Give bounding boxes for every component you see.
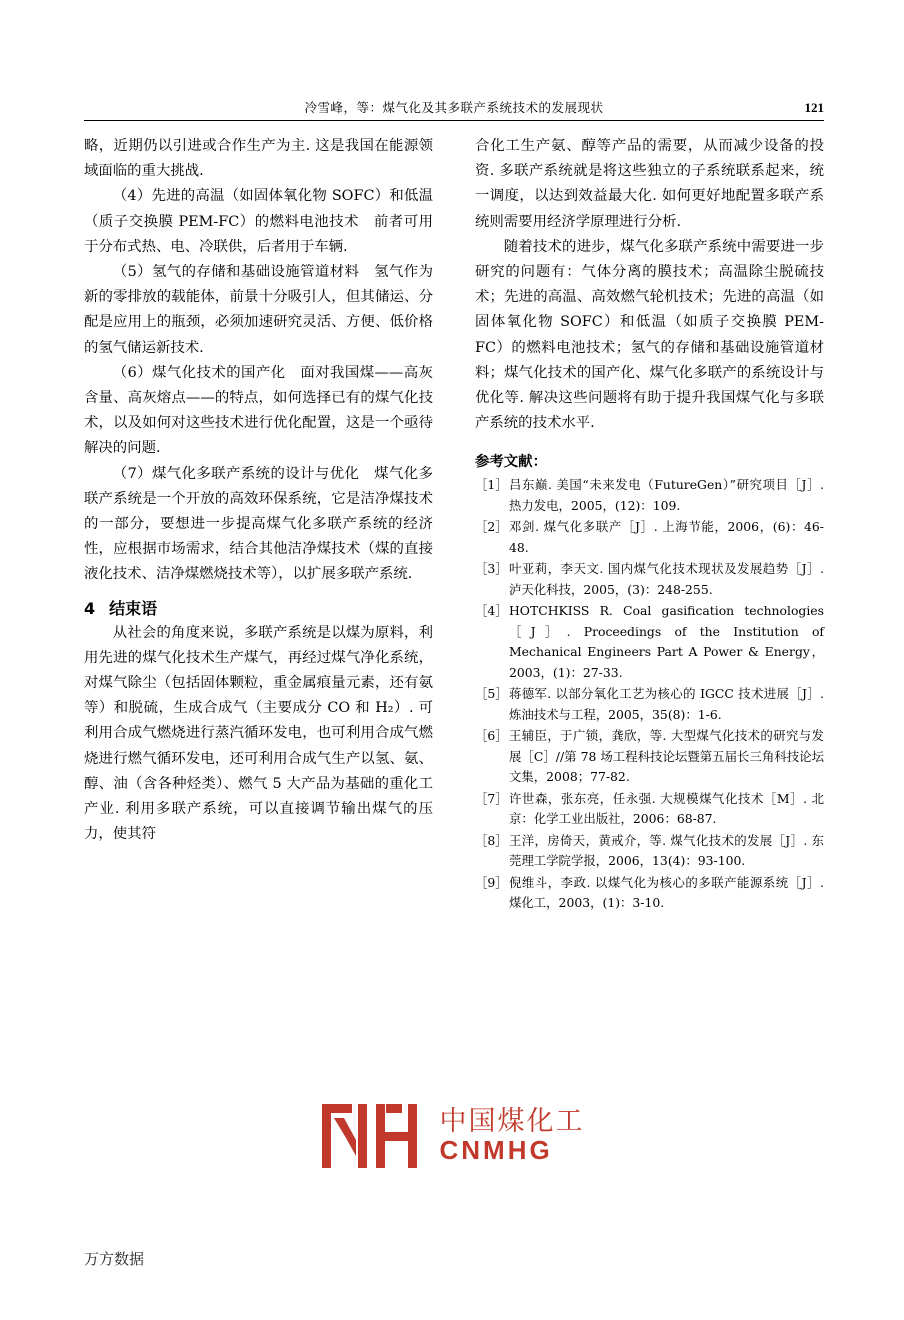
watermark-wanfang: 万方数据: [84, 1250, 145, 1268]
paragraph: 从社会的角度来说，多联产系统是以煤为原料，利用先进的煤气化技术生产煤气，再经过煤气净化系统，对煤气除尘（包括固体颗粒，重金属痕量元素，还有氨等）和脱硫，生成合成气（主要成分 CO 和 H₂）. 可利用合成气燃烧进行蒸汽循环发电，也可利用合成气燃烧进行燃气循环发电，还可利用合成气生产以氢、氨、醇、油（含各种烃类）、燃气 5 大产品为基础的重化工产业. 利用多联产系统，可以直接调节输出煤气的压力，使其符: [84, 624, 433, 843]
section-title: 结束语: [109, 598, 158, 618]
reference-number: ［5］: [475, 686, 508, 702]
left-column: [84, 134, 433, 915]
logo-chinese-text: 中国煤化工: [439, 1106, 585, 1138]
right-column: [475, 134, 824, 915]
header-divider: [84, 120, 824, 121]
reference-item: [475, 601, 824, 683]
reference-number: ［9］: [475, 874, 508, 890]
paragraph: 略，近期仍以引进或合作生产为主. 这是我国在能源领域面临的重大挑战.: [84, 138, 433, 180]
reference-item: [475, 726, 824, 788]
page-header: [84, 98, 824, 116]
reference-text: 王辅臣，于广锁，龚欣，等. 大型煤气化技术的研究与发展［C］//第 78 场工程科技论坛暨第五届长三角科技论坛文集，2008；77-82.: [509, 728, 824, 785]
section-number: 4: [84, 598, 96, 618]
reference-text: 许世森，张东亮，任永强. 大规模煤气化技术［M］. 北京：化学工业出版社，2006：68-87.: [509, 790, 824, 827]
paragraph: 随着技术的进步，煤气化多联产系统中需要进一步研究的问题有：气体分离的膜技术；高温除尘脱硫技术；先进的高温、高效燃气轮机技术；先进的高温（如固体氧化物 SOFC）和低温（如质子交换膜 PEM-FC）的燃料电池技术；氢气的存储和基础设施管道材料；煤气化技术的国产化、煤气化多联产的系统设计与优化等. 解决这些问题将有助于提升我国煤气化与多联产系统的技术水平.: [475, 238, 824, 432]
reference-number: ［4］: [475, 603, 508, 619]
reference-text: HOTCHKISS R. Coal gasification technologies［J］. Proceedings of the Institution of Mechanical Engineers Part A Power & Energy，2003，(1)：27-33.: [509, 603, 824, 680]
reference-number: ［6］: [475, 728, 508, 744]
paragraph: （4）先进的高温（如固体氧化物 SOFC）和低温（质子交换膜 PEM-FC）的燃料电池技术 前者可用于分布式热、电、冷联供，后者用于车辆.: [84, 188, 433, 255]
reference-item: [475, 684, 824, 725]
reference-item: [475, 873, 824, 914]
reference-text: 王洋，房倚天，黄戒介，等. 煤气化技术的发展［J］. 东莞理工学院学报，2006，13(4)：93-100.: [509, 832, 824, 869]
reference-item: [475, 517, 824, 558]
logo-english-text: CNMHG: [439, 1134, 553, 1165]
paragraph: （5）氢气的存储和基础设施管道材料 氢气作为新的零排放的载能体，前景十分吸引人，但其储运、分配是应用上的瓶颈，必须加速研究灵活、方便、低价格的氢气储运新技术.: [84, 264, 433, 356]
reference-text: 邓剑. 煤气化多联产［J］. 上海节能，2006，(6)：46-48.: [509, 519, 824, 555]
reference-text: 叶亚莉，李天文. 国内煤气化技术现状及发展趋势［J］. 泸天化科技，2005，(3)：248-255.: [509, 561, 824, 597]
reference-text: 倪维斗，李政. 以煤气化为核心的多联产能源系统［J］. 煤化工，2003，(1)：3-10.: [509, 874, 824, 911]
cnmhg-logo-icon: [320, 1100, 426, 1172]
references-heading: 参考文献：: [475, 454, 547, 471]
page-number: 121: [804, 100, 824, 115]
reference-item: [475, 789, 824, 830]
reference-item: [475, 559, 824, 600]
paragraph: （7）煤气化多联产系统的设计与优化 煤气化多联产系统是一个开放的高效环保系统，它是洁净煤技术的一部分，要想进一步提高煤气化多联产系统的经济性，应根据市场需求，结合其他洁净煤技术（煤的直接液化技术、洁净煤燃烧技术等），以扩展多联产系统.: [84, 465, 433, 583]
section-heading: [84, 596, 433, 619]
reference-number: ［8］: [475, 832, 508, 848]
reference-number: ［1］: [475, 477, 508, 493]
reference-number: ［2］: [475, 519, 508, 535]
reference-number: ［3］: [475, 561, 508, 577]
reference-item: [475, 475, 824, 516]
reference-text: 吕东巅. 美国“未来发电（FutureGen）”研究项目［J］. 热力发电，2005，(12)：109.: [509, 477, 824, 513]
reference-item: [475, 831, 824, 872]
reference-number: ［7］: [475, 790, 508, 806]
paragraph: 合化工生产氨、醇等产品的需要，从而减少设备的投资. 多联产系统就是将这些独立的子系统联系起来，统一调度，以达到效益最大化. 如何更好地配置多联产系统则需要用经济学原理进行分析.: [475, 138, 824, 230]
paragraph: （6）煤气化技术的国产化 面对我国煤——高灰含量、高灰熔点——的特点，如何选择已有的煤气化技术，以及如何对这些技术进行优化配置，这是一个亟待解决的问题.: [84, 364, 433, 457]
publisher-logo: [0, 1100, 904, 1172]
two-column-body: [84, 134, 824, 915]
reference-text: 蒋德军. 以部分氧化工艺为核心的 IGCC 技术进展［J］. 炼油技术与工程，2005，35(8)：1-6.: [509, 686, 824, 722]
running-title: 冷雪峰，等：煤气化及其多联产系统技术的发展现状: [304, 100, 604, 115]
